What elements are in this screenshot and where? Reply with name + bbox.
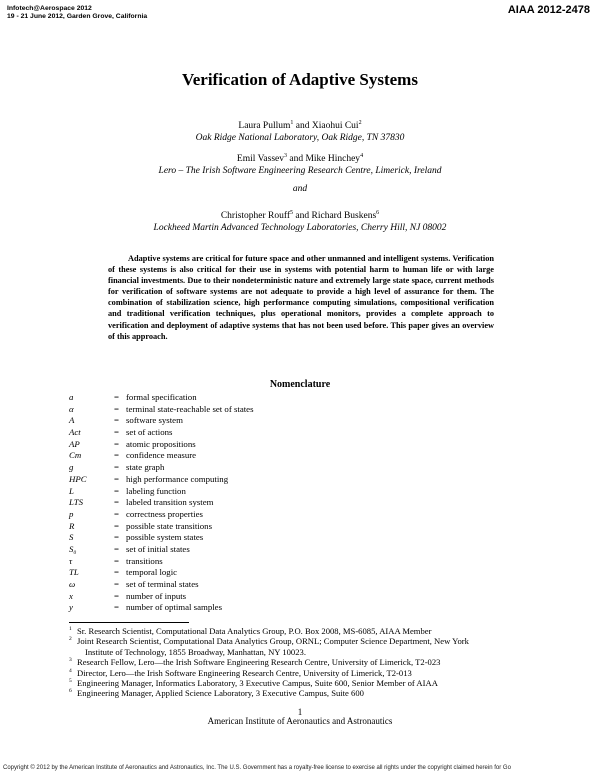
- nomenclature-symbol: TL: [69, 567, 79, 578]
- nomenclature-row: [69, 439, 369, 451]
- nomenclature-equals: =: [114, 520, 119, 531]
- author-group-2: [0, 150, 600, 177]
- nomenclature-definition: number of optimal samples: [126, 602, 223, 613]
- nomenclature-row: [69, 427, 369, 439]
- paper-title: Verification of Adaptive Systems: [182, 70, 418, 89]
- nomenclature-row: [69, 556, 369, 568]
- conference-name: Infotech@Aerospace 2012: [7, 5, 92, 12]
- footnote: [69, 688, 531, 698]
- footnote: [69, 668, 531, 678]
- nomenclature-equals: =: [114, 497, 119, 508]
- footnote-marker: 4: [69, 667, 72, 674]
- footnote-text: Research Fellow, Lero—the Irish Software Engineering Research Centre, University of Limerick, T2-023: [77, 657, 441, 668]
- author-names: Laura Pullum$^1$ and Xiaohui Cui$^2$: [238, 120, 362, 132]
- footnote: [69, 657, 531, 667]
- nomenclature-definition: possible system states: [126, 532, 204, 543]
- nomenclature-definition: labeled transition system: [126, 497, 214, 508]
- nomenclature-definition: set of actions: [126, 427, 173, 438]
- nomenclature-equals: =: [114, 403, 119, 414]
- nomenclature-title: Nomenclature: [269, 379, 331, 390]
- nomenclature-symbol: L: [69, 485, 74, 496]
- footnote-text: Sr. Research Scientist, Computational Data Analytics Group, P.O. Box 2008, MS-6085, AIAA Member: [77, 626, 432, 636]
- nomenclature-definition: transitions: [126, 555, 163, 566]
- footnote-divider: [69, 622, 189, 623]
- nomenclature-equals: =: [114, 462, 119, 473]
- conference-dates: 19 - 21 June 2012, Garden Grove, California: [7, 13, 148, 20]
- nomenclature-row: [69, 392, 369, 404]
- nomenclature-definition: labeling function: [126, 485, 186, 496]
- nomenclature-definition: state graph: [126, 462, 165, 473]
- nomenclature-row: [69, 474, 369, 486]
- author-names: Emil Vassev$^3$ and Mike Hinchey$^4$: [236, 153, 364, 165]
- nomenclature-equals: =: [114, 602, 119, 613]
- nomenclature-symbol: p: [69, 508, 74, 519]
- nomenclature-symbol: S: [69, 532, 74, 543]
- footnotes: [69, 626, 531, 699]
- nomenclature-symbol: S₀: [69, 543, 77, 554]
- footnote-text: Engineering Manager, Informatics Laboratory, 3 Executive Campus, Suite 600, Senior Member of AIAA: [77, 678, 438, 689]
- nomenclature-symbol: g: [69, 462, 74, 473]
- author-affiliation: Lero – The Irish Software Engineering Research Centre, Limerick, Ireland: [158, 166, 442, 177]
- nomenclature-definition: confidence measure: [126, 450, 197, 461]
- nomenclature-definition: possible state transitions: [126, 520, 213, 531]
- nomenclature-row: [69, 509, 369, 521]
- nomenclature-symbol: A: [69, 415, 75, 426]
- nomenclature-row: [69, 544, 369, 556]
- nomenclature-equals: =: [114, 508, 119, 519]
- paper-number: AIAA 2012-2478: [507, 4, 590, 16]
- nomenclature-equals: =: [114, 555, 119, 566]
- nomenclature-symbol: α: [69, 403, 74, 414]
- and-separator: and: [292, 184, 308, 194]
- nomenclature-row: [69, 602, 369, 614]
- footnote-marker: 5: [69, 678, 72, 685]
- publisher: American Institute of Aeronautics and Astronautics: [207, 716, 393, 726]
- author-group-3: [0, 207, 600, 234]
- nomenclature-equals: =: [114, 450, 119, 461]
- nomenclature-equals: =: [114, 579, 119, 589]
- nomenclature-row: [69, 415, 369, 427]
- nomenclature-symbol: Cm: [69, 450, 82, 461]
- nomenclature-definition: high performance computing: [126, 473, 229, 484]
- nomenclature-equals: =: [114, 438, 119, 449]
- nomenclature-row: [69, 497, 369, 509]
- nomenclature-definition: correctness properties: [126, 508, 203, 519]
- footnote: [69, 626, 531, 636]
- page-number: 1: [297, 707, 303, 717]
- nomenclature-row: [69, 567, 369, 579]
- author-names: Christopher Rouff$^5$ and Richard Buskens$^6$: [220, 210, 380, 222]
- footnote-marker: 6: [69, 688, 72, 695]
- nomenclature-symbol: HPC: [69, 473, 87, 484]
- abstract: Adaptive systems are critical for future space and other unmanned and intelligent systems. Verification of these systems is also critical for their use in systems with potential harm to human life or with large financial investments. Due to their nondeterministic nature and extremely large state space, current methods for verification of software systems are not adequate to provide a high level of assurance for them. The combination of stabilization science, high performance computing simulations, compositional verification and traditional verification techniques, plus operational monitors, provides a complete approach to verification and deployment of adaptive systems that has not been used before. This paper gives an overview of this approach.: [108, 254, 494, 341]
- nomenclature-row: [69, 532, 369, 544]
- nomenclature-list: [69, 392, 369, 614]
- nomenclature-definition: set of terminal states: [126, 579, 199, 589]
- nomenclature-equals: =: [114, 543, 119, 554]
- nomenclature-row: [69, 521, 369, 533]
- nomenclature-definition: set of initial states: [126, 543, 190, 554]
- nomenclature-equals: =: [114, 532, 119, 543]
- nomenclature-row: [69, 462, 369, 474]
- nomenclature-symbol: AP: [69, 438, 80, 449]
- nomenclature-row: [69, 579, 369, 591]
- footnote-marker: 1: [69, 626, 72, 632]
- author-group-1: [0, 117, 600, 144]
- copyright-notice: Copyright © 2012 by the American Institute of Aeronautics and Astronautics, Inc. The U.S. Government has a royalty-free license to exercise all rights under the copyright claimed herein for Go: [3, 765, 511, 771]
- footnote-text: Joint Research Scientist, Computational Data Analytics Group, ORNL; Computer Science Department, New York: [77, 636, 469, 647]
- nomenclature-row: [69, 450, 369, 462]
- footnote-text: Engineering Manager, Applied Science Laboratory, 3 Executive Campus, Suite 600: [77, 688, 364, 699]
- author-affiliation: Lockheed Martin Advanced Technology Laboratories, Cherry Hill, NJ 08002: [153, 223, 447, 234]
- nomenclature-symbol: ω: [69, 579, 76, 589]
- conference-info: [7, 5, 147, 21]
- nomenclature-symbol: τ: [69, 555, 73, 566]
- nomenclature-definition: terminal state-reachable set of states: [126, 403, 254, 414]
- footnote-marker: 3: [69, 657, 72, 664]
- nomenclature-symbol: Act: [69, 427, 81, 438]
- nomenclature-definition: atomic propositions: [126, 438, 196, 449]
- nomenclature-symbol: LTS: [69, 497, 84, 508]
- footnote-marker: 2: [69, 636, 72, 643]
- nomenclature-symbol: R: [69, 520, 75, 531]
- footnote: [69, 636, 531, 657]
- nomenclature-symbol: a: [69, 392, 74, 402]
- author-affiliation: Oak Ridge National Laboratory, Oak Ridge, TN 37830: [195, 133, 405, 144]
- nomenclature-row: [69, 486, 369, 498]
- nomenclature-symbol: x: [69, 590, 73, 601]
- nomenclature-equals: =: [114, 427, 119, 438]
- footnote-continuation: Institute of Technology, 1855 Broadway, Manhattan, NY 10023.: [85, 646, 306, 657]
- nomenclature-equals: =: [114, 485, 119, 496]
- nomenclature-definition: number of inputs: [126, 590, 187, 601]
- nomenclature-row: [69, 591, 369, 603]
- nomenclature-equals: =: [114, 392, 119, 402]
- nomenclature-definition: temporal logic: [126, 567, 178, 578]
- nomenclature-symbol: y: [69, 602, 73, 613]
- nomenclature-equals: =: [114, 473, 119, 484]
- nomenclature-definition: formal specification: [126, 392, 197, 402]
- footnote: [69, 678, 531, 688]
- nomenclature-row: [69, 404, 369, 416]
- nomenclature-definition: software system: [126, 415, 183, 426]
- nomenclature-equals: =: [114, 567, 119, 578]
- nomenclature-equals: =: [114, 590, 119, 601]
- nomenclature-equals: =: [114, 415, 119, 426]
- footnote-text: Director, Lero—the Irish Software Engineering Research Centre, University of Limerick, T2-013: [77, 667, 412, 678]
